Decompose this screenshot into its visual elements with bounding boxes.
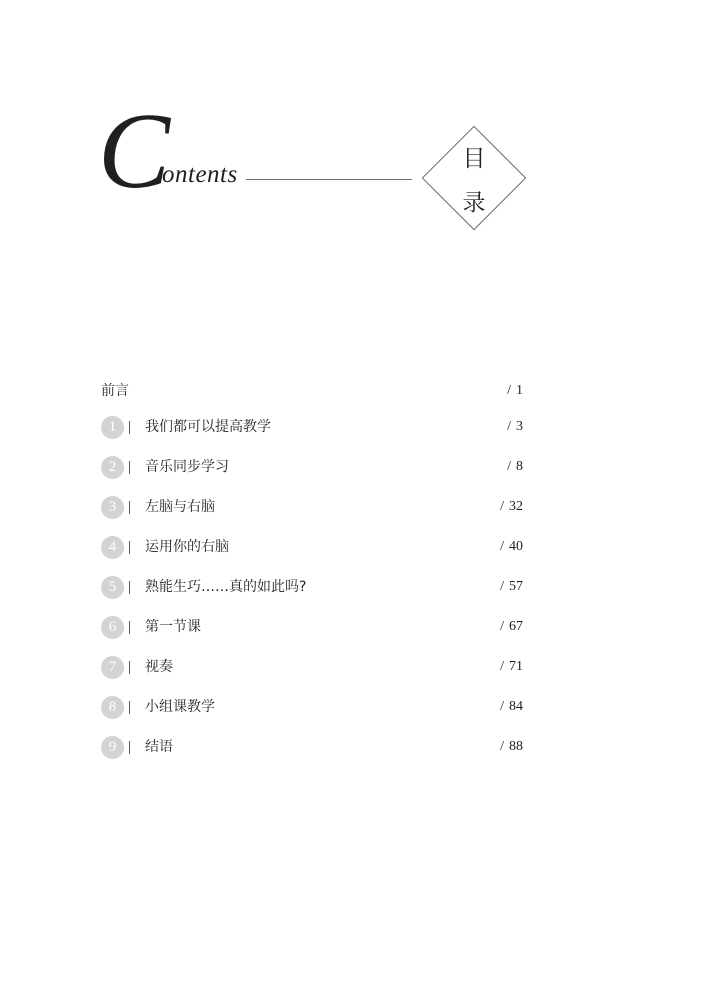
toc-entry-chapter-1[interactable] xyxy=(100,414,525,454)
table-of-contents xyxy=(100,378,525,774)
page-number: 84 xyxy=(509,699,523,714)
chapter-number-badge: 6 xyxy=(101,616,124,639)
page-slash: / xyxy=(500,579,504,594)
page-slash: / xyxy=(500,739,504,754)
toc-entry-chapter-8[interactable] xyxy=(100,694,525,734)
contents-heading-rest: ontents xyxy=(162,161,238,188)
page-slash: / xyxy=(500,659,504,674)
toc-entry-title: 前言 xyxy=(101,383,129,399)
toc-entry-page xyxy=(507,458,523,476)
chapter-number-badge: 4 xyxy=(101,536,124,559)
page-number: 71 xyxy=(509,659,523,674)
separator-bar: | xyxy=(128,459,132,475)
toc-entry-title: 结语 xyxy=(145,739,173,755)
page-number: 67 xyxy=(509,619,523,634)
separator-bar: | xyxy=(128,739,132,755)
page-number: 8 xyxy=(516,459,523,474)
toc-entry-page xyxy=(500,738,523,756)
page-slash: / xyxy=(507,419,511,434)
chapter-number-badge: 3 xyxy=(101,496,124,519)
chapter-number-badge: 2 xyxy=(101,456,124,479)
mulu-character-top: 目 xyxy=(462,146,486,172)
contents-header xyxy=(0,0,715,260)
toc-entry-page xyxy=(500,578,523,596)
separator-bar: | xyxy=(128,579,132,595)
separator-bar: | xyxy=(128,699,132,715)
toc-entry-chapter-4[interactable] xyxy=(100,534,525,574)
toc-entry-title: 音乐同步学习 xyxy=(145,459,229,475)
toc-entry-title: 熟能生巧……真的如此吗? xyxy=(145,579,307,595)
toc-entry-chapter-9[interactable] xyxy=(100,734,525,774)
chapter-number-badge: 1 xyxy=(101,416,124,439)
chapter-number-badge: 9 xyxy=(101,736,124,759)
page-slash: / xyxy=(500,499,504,514)
toc-entry-title: 左脑与右脑 xyxy=(145,499,215,515)
chapter-number-badge: 5 xyxy=(101,576,124,599)
page-number: 3 xyxy=(516,419,523,434)
toc-entry-page xyxy=(500,498,523,516)
separator-bar: | xyxy=(128,619,132,635)
page-number: 40 xyxy=(509,539,523,554)
toc-entry-page xyxy=(500,538,523,556)
toc-entry-chapter-7[interactable] xyxy=(100,654,525,694)
page-slash: / xyxy=(500,539,504,554)
page-number: 32 xyxy=(509,499,523,514)
toc-entry-title: 视奏 xyxy=(145,659,173,675)
separator-bar: | xyxy=(128,659,132,675)
page-number: 57 xyxy=(509,579,523,594)
page-slash: / xyxy=(507,459,511,474)
page-slash: / xyxy=(507,383,511,398)
contents-initial-letter: C xyxy=(98,92,171,211)
toc-entry-page xyxy=(507,382,523,400)
mulu-character-bottom: 录 xyxy=(462,190,486,216)
toc-entry-preface[interactable] xyxy=(100,378,525,414)
toc-entry-page xyxy=(500,658,523,676)
toc-entry-page xyxy=(500,698,523,716)
toc-entry-title: 运用你的右脑 xyxy=(145,539,229,555)
toc-entry-title: 我们都可以提高教学 xyxy=(145,419,271,435)
page-slash: / xyxy=(500,619,504,634)
separator-bar: | xyxy=(128,499,132,515)
page-number: 1 xyxy=(516,383,523,398)
toc-entry-chapter-3[interactable] xyxy=(100,494,525,534)
header-divider-line xyxy=(246,179,412,180)
chapter-number-badge: 7 xyxy=(101,656,124,679)
toc-entry-chapter-2[interactable] xyxy=(100,454,525,494)
toc-entry-page xyxy=(500,618,523,636)
separator-bar: | xyxy=(128,539,132,555)
page-number: 88 xyxy=(509,739,523,754)
chapter-number-badge: 8 xyxy=(101,696,124,719)
separator-bar: | xyxy=(128,419,132,435)
toc-entry-chapter-6[interactable] xyxy=(100,614,525,654)
toc-entry-title: 小组课教学 xyxy=(145,699,215,715)
toc-entry-chapter-5[interactable] xyxy=(100,574,525,614)
toc-entry-title: 第一节课 xyxy=(145,619,201,635)
toc-entry-page xyxy=(507,418,523,436)
page-slash: / xyxy=(500,699,504,714)
